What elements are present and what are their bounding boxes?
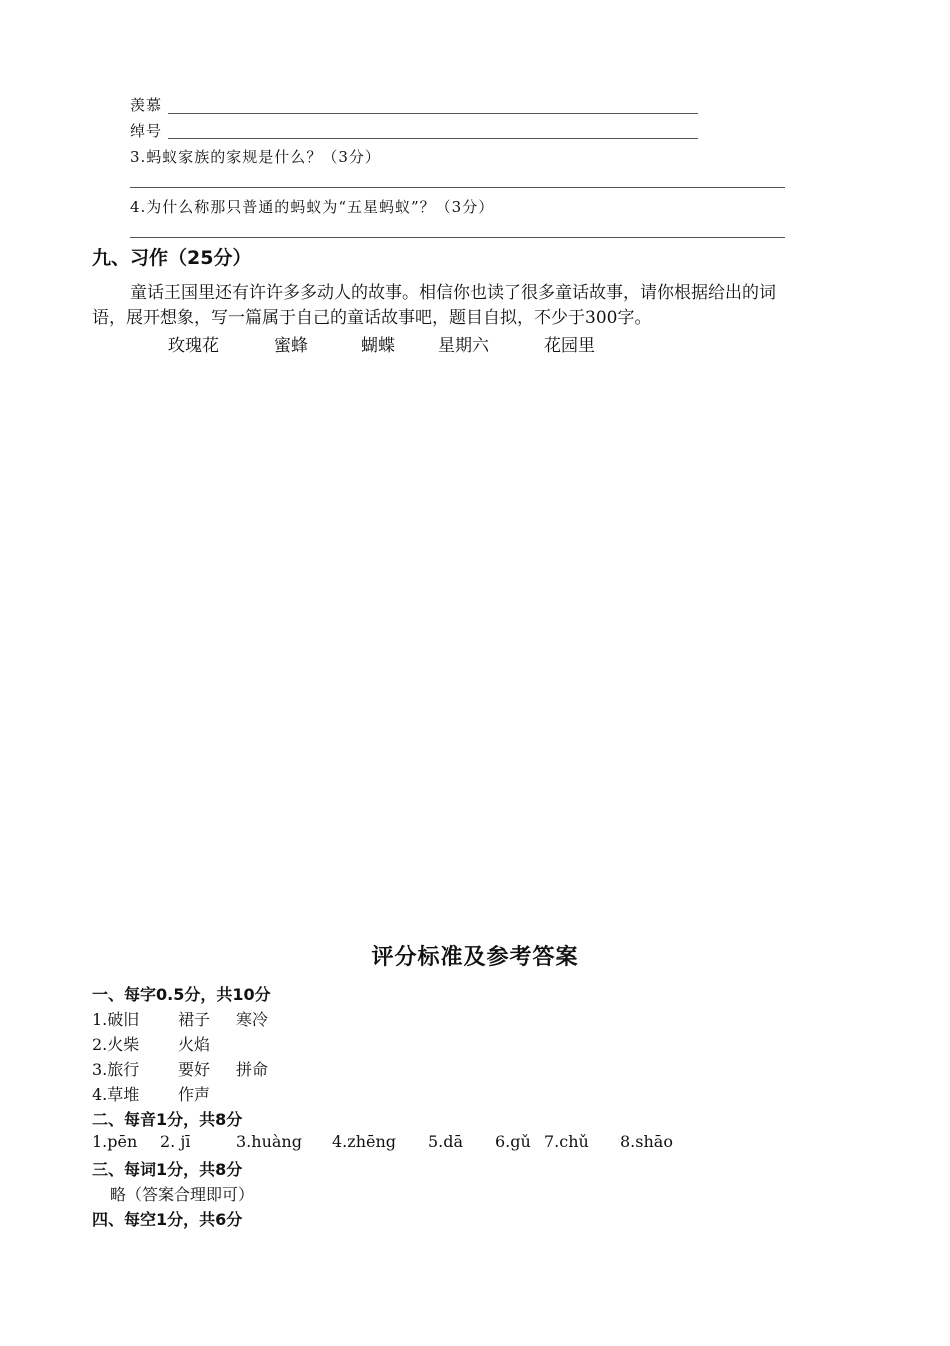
answer-cell: 裙子	[178, 1010, 211, 1029]
composition-word: 蜜蜂	[274, 336, 308, 356]
composition-word: 玫瑰花	[168, 336, 219, 356]
answer-cell: 4.草堆	[92, 1085, 140, 1104]
answer-section-2-heading: 二、每音1分，共8分	[92, 1110, 243, 1129]
answer-cell: 1.破旧	[92, 1010, 140, 1029]
pinyin-answer: 5.dā	[428, 1132, 464, 1151]
answer-cell: 作声	[178, 1085, 211, 1104]
pinyin-answer: 4.zhēng	[332, 1132, 397, 1151]
composition-word: 星期六	[438, 336, 489, 356]
answer-cell: 要好	[178, 1060, 211, 1079]
answer-section-1-heading: 一、每字0.5分，共10分	[92, 985, 271, 1004]
answer-cell: 火焰	[178, 1035, 211, 1054]
pinyin-answer: 6.gǔ	[495, 1132, 531, 1151]
composition-prompt-line1: 童话王国里还有许许多多动人的故事。相信你也读了很多童话故事，请你根据给出的词	[130, 283, 776, 303]
word-xianmu-label: 羡慕	[130, 96, 163, 114]
answer-line-q4[interactable]	[130, 237, 785, 238]
answer-cell: 2.火柴	[92, 1035, 140, 1054]
question-3: 3.蚂蚁家族的家规是什么？（3分）	[130, 148, 381, 166]
answer-section-4-heading: 四、每空1分，共6分	[92, 1210, 243, 1229]
composition-word: 蝴蝶	[361, 336, 395, 356]
composition-word: 花园里	[544, 336, 595, 356]
answer-section-3-heading: 三、每词1分，共8分	[92, 1160, 243, 1179]
pinyin-answer: 2. jī	[160, 1132, 191, 1151]
pinyin-answer: 1.pēn	[92, 1132, 138, 1151]
answer-line-chuohao[interactable]	[168, 138, 698, 139]
answer-line-xianmu[interactable]	[168, 113, 698, 114]
answer-cell: 寒冷	[236, 1010, 269, 1029]
question-4: 4.为什么称那只普通的蚂蚁为“五星蚂蚁”？（3分）	[130, 198, 495, 216]
answer-section-3-note: 略（答案合理即可）	[110, 1185, 255, 1204]
answer-cell: 3.旅行	[92, 1060, 140, 1079]
pinyin-answer: 3.huàng	[236, 1132, 302, 1151]
answer-key-title: 评分标准及参考答案	[371, 945, 579, 970]
pinyin-answer: 7.chǔ	[544, 1132, 589, 1151]
word-chuohao-label: 绰号	[130, 122, 163, 140]
answer-cell: 拼命	[236, 1060, 269, 1079]
composition-prompt-line2: 语，展开想象，写一篇属于自己的童话故事吧，题目自拟，不少于300字。	[92, 308, 652, 328]
composition-heading: 九、习作（25分）	[92, 247, 252, 269]
pinyin-answer: 8.shāo	[620, 1132, 673, 1151]
answer-line-q3[interactable]	[130, 187, 785, 188]
